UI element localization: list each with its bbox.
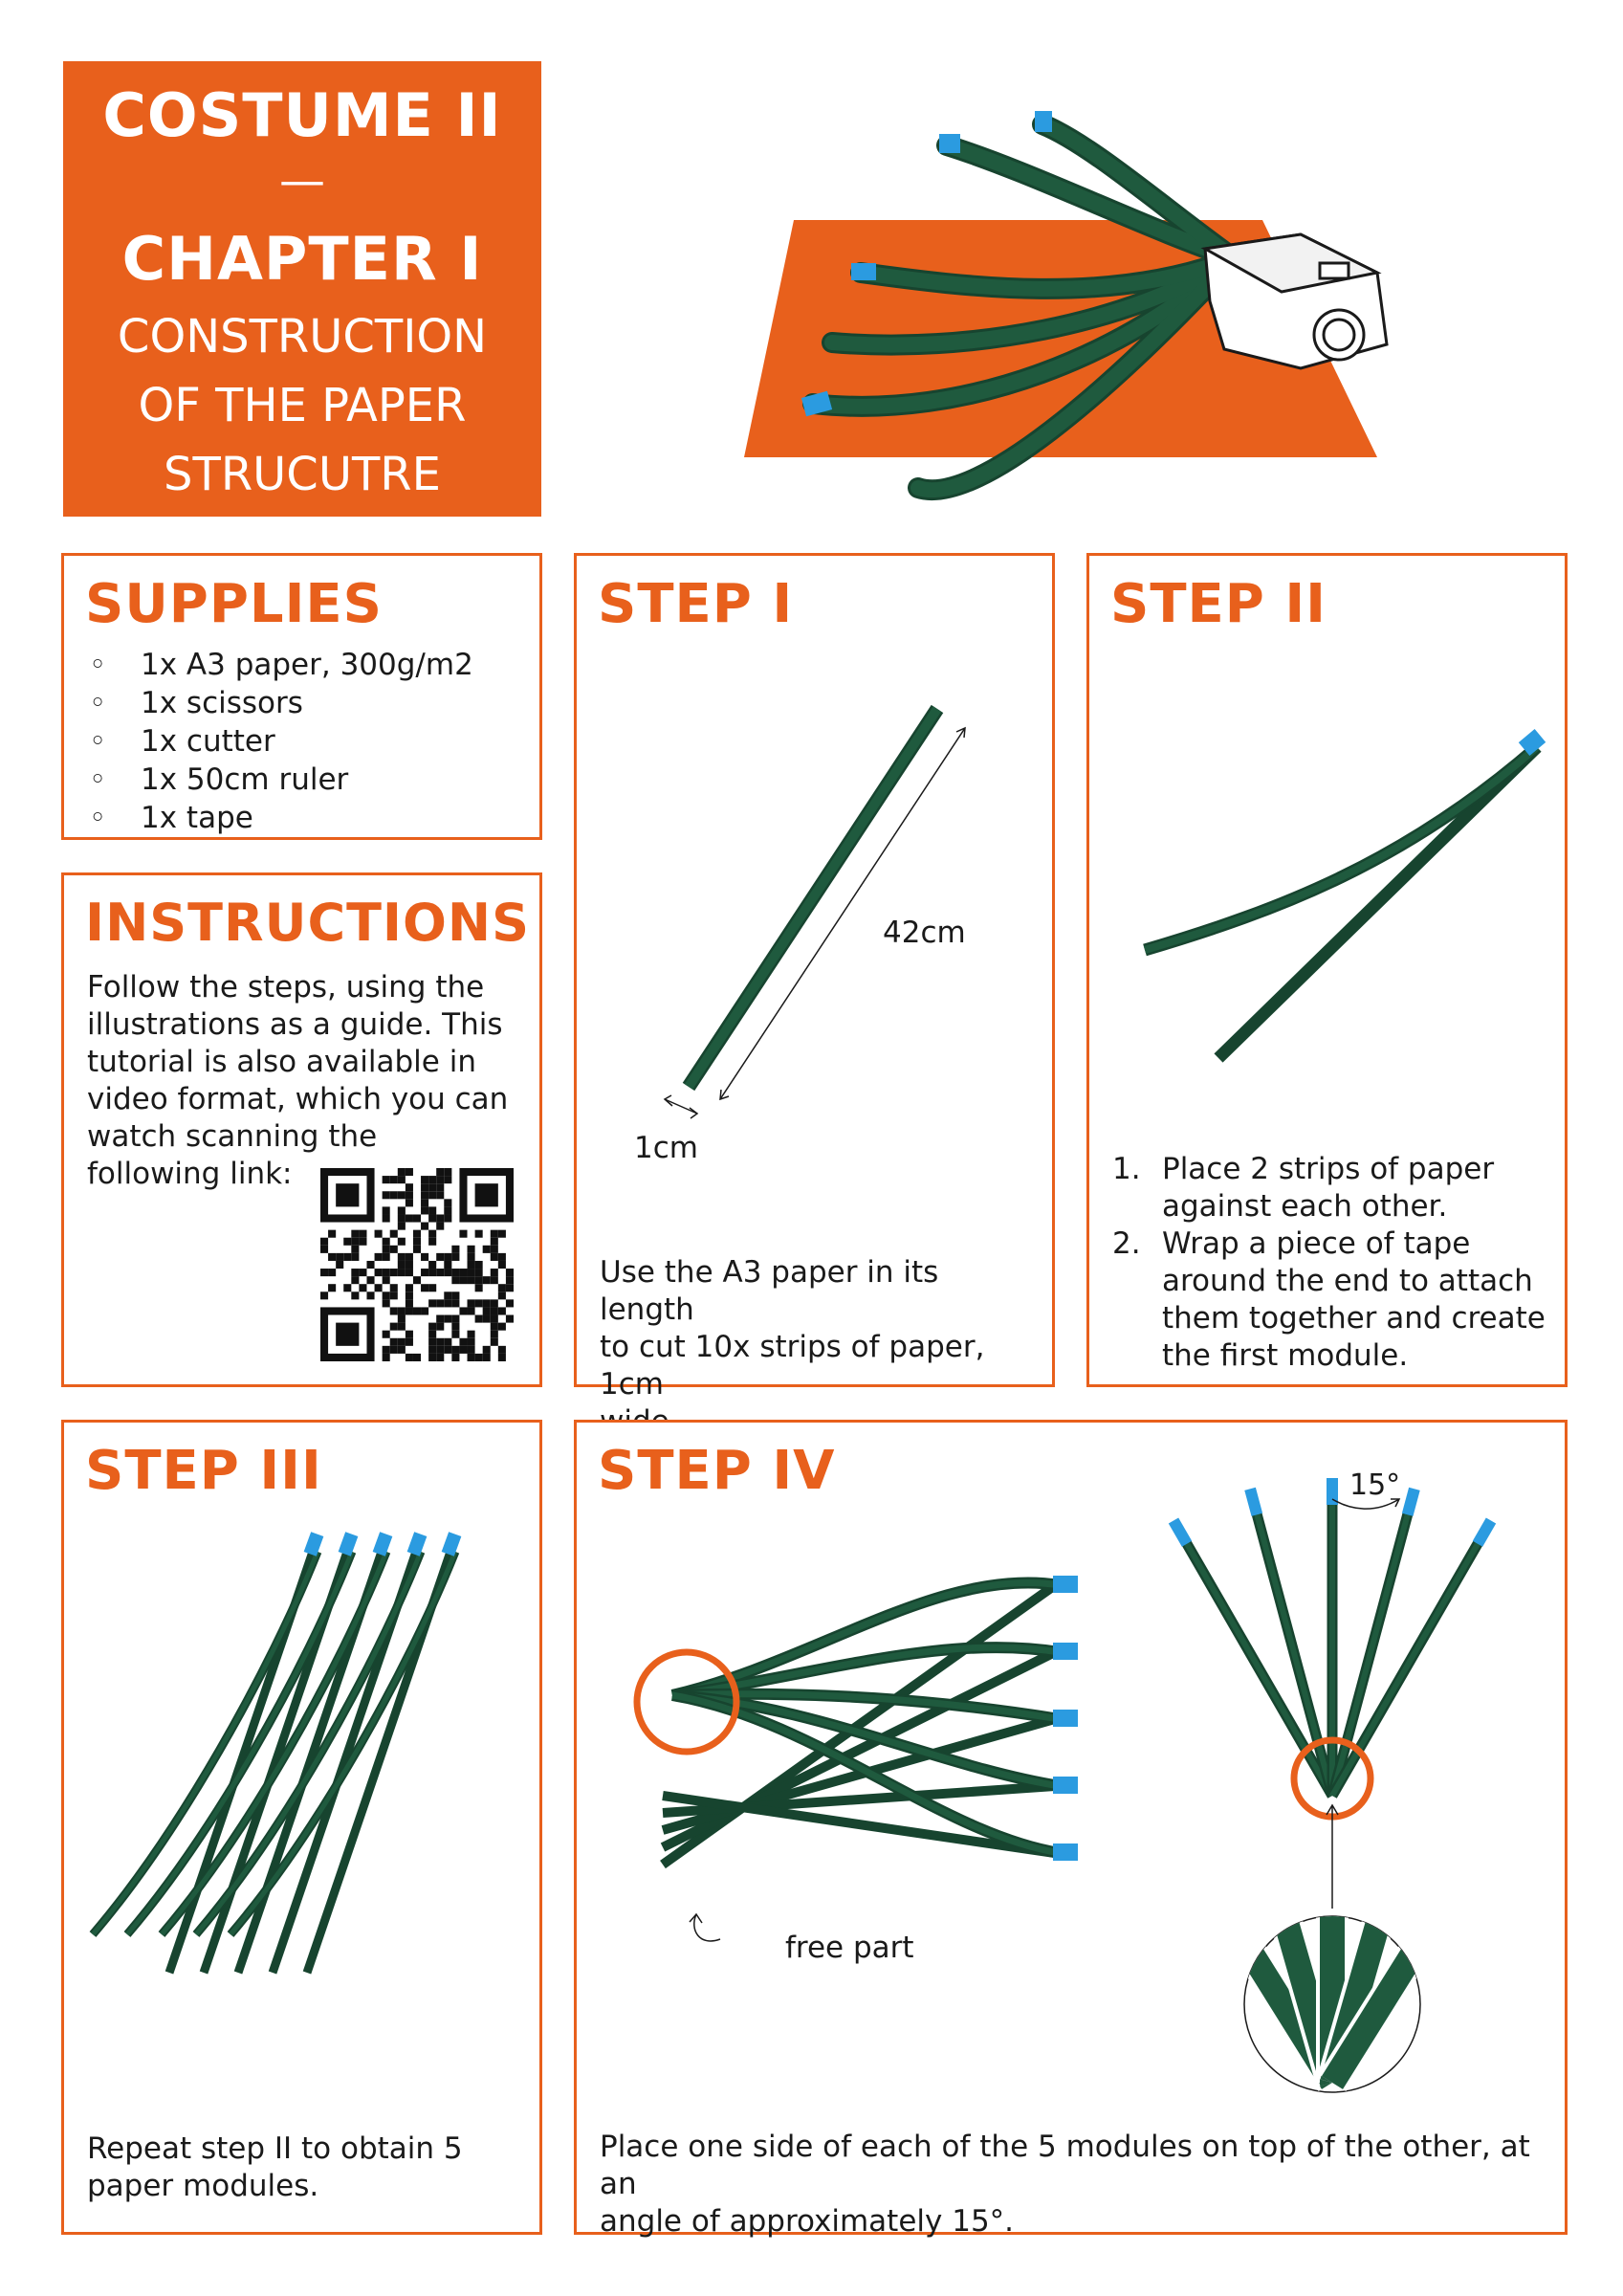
supply-item: ◦ 1x 50cm ruler xyxy=(87,761,473,799)
length-label: 42cm xyxy=(883,916,966,950)
instructions-line: tutorial is also available in xyxy=(87,1045,476,1079)
subtitle-line-2: OF THE PAPER xyxy=(138,379,467,432)
supply-item: ◦ 1x A3 paper, 300g/m2 xyxy=(87,646,473,684)
step3-panel xyxy=(61,1420,542,2235)
step1-text xyxy=(600,1254,1040,1441)
supplies-heading: SUPPLIES xyxy=(85,573,383,635)
title-block xyxy=(63,61,541,517)
instructions-line: video format, which you can xyxy=(87,1082,509,1116)
step2-item-number: 1. xyxy=(1112,1152,1141,1186)
projector-icon xyxy=(1205,234,1387,368)
main-title: COSTUME II xyxy=(102,80,502,150)
supply-item: ◦ 1x cutter xyxy=(87,722,473,761)
subtitle-line-3: STRUCUTRE xyxy=(164,448,441,501)
hero-illustration xyxy=(727,105,1415,507)
instructions-panel xyxy=(61,872,542,1387)
step3-text xyxy=(87,2130,527,2205)
chapter-title: CHAPTER I xyxy=(121,224,483,294)
step2-heading: STEP II xyxy=(1110,573,1327,635)
step4-text xyxy=(600,2129,1546,2241)
step2-item-number: 2. xyxy=(1112,1226,1141,1261)
step2-item-line: Place 2 strips of paper xyxy=(1162,1152,1495,1186)
step1-line: to cut 10x strips of paper, 1cm xyxy=(600,1330,985,1402)
instructions-line: watch scanning the xyxy=(87,1119,378,1154)
step2-list xyxy=(1112,1151,1552,1375)
step4-heading: STEP IV xyxy=(598,1440,836,1502)
width-label: 1cm xyxy=(634,1131,698,1165)
step4-line: Place one side of each of the 5 modules on top of the other, at an xyxy=(600,2130,1530,2201)
instructions-heading: INSTRUCTIONS xyxy=(85,893,530,953)
instructions-text xyxy=(87,969,527,1193)
step2-item-line: Wrap a piece of tape xyxy=(1162,1226,1471,1261)
instructions-line: Follow the steps, using the xyxy=(87,970,485,1004)
step4-line: angle of approximately 15°. xyxy=(600,2204,1015,2239)
step4-panel xyxy=(574,1420,1568,2239)
step2-item-line: them together and create xyxy=(1162,1301,1546,1336)
step2-item xyxy=(1112,1151,1552,1225)
angle-label: 15° xyxy=(1349,1468,1401,1502)
title-divider: — xyxy=(279,154,325,208)
instructions-line: following link: xyxy=(87,1157,293,1191)
step2-item-line: against each other. xyxy=(1162,1189,1448,1224)
step3-line: paper modules. xyxy=(87,2169,319,2203)
step1-heading: STEP I xyxy=(598,573,794,635)
modules-illustration xyxy=(64,1423,542,2236)
supply-item: ◦ 1x tape xyxy=(87,799,473,837)
supplies-panel xyxy=(61,553,542,840)
free-part-label: free part xyxy=(785,1931,914,1965)
instructions-line: illustrations as a guide. This xyxy=(87,1007,503,1042)
supply-item: ◦ 1x scissors xyxy=(87,684,473,722)
step3-heading: STEP III xyxy=(85,1440,322,1502)
step2-panel xyxy=(1086,553,1568,1387)
qr-code[interactable] xyxy=(320,1168,514,1361)
step3-line: Repeat step II to obtain 5 xyxy=(87,2131,463,2166)
supplies-list xyxy=(87,646,473,837)
step2-item xyxy=(1112,1225,1552,1375)
stacked-modules-illustration xyxy=(577,1423,1567,2236)
step2-item-line: the first module. xyxy=(1162,1338,1409,1373)
subtitle-line-1: CONSTRUCTION xyxy=(117,310,488,364)
step1-panel xyxy=(574,553,1055,1402)
step1-line: Use the A3 paper in its length xyxy=(600,1255,939,1327)
step2-item-line: around the end to attach xyxy=(1162,1264,1533,1298)
